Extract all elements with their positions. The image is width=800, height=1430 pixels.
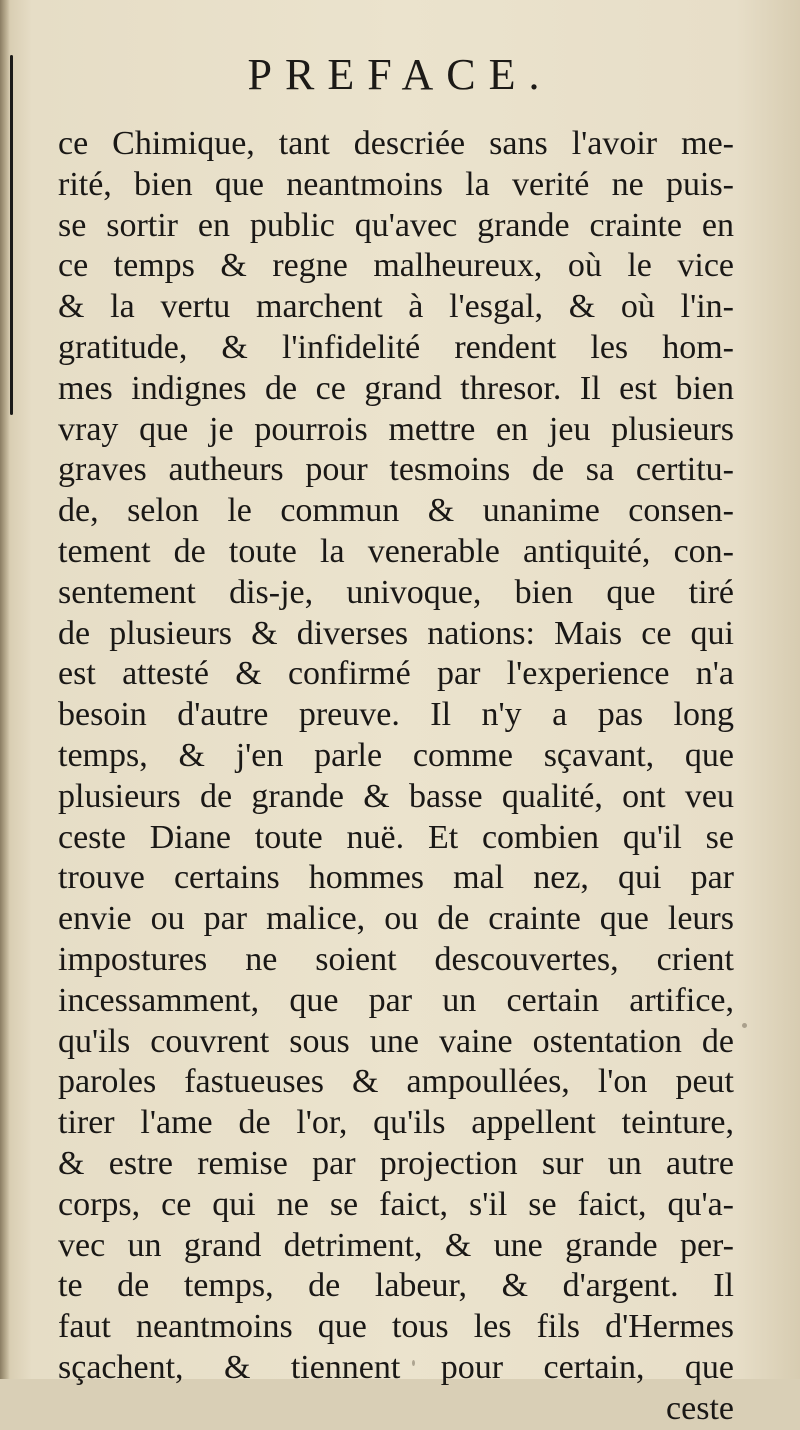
text-line: trouve certains hommes mal nez, qui par <box>58 859 734 897</box>
text-line: ce Chimique, tant descriée sans l'avoir me- <box>58 125 734 162</box>
text-line: mes indignes de ce grand thresor. Il est bien <box>58 369 734 407</box>
text-line: se sortir en public qu'avec grande crainte en <box>58 206 734 244</box>
paper-speck <box>412 1360 415 1366</box>
text-line: corps, ce qui ne se faict, s'il se faict, qu'a- <box>58 1185 734 1223</box>
text-line: ceste Diane toute nuë. Et combien qu'il se <box>58 818 734 856</box>
text-line: plusieurs de grande & basse qualité, ont veu <box>58 777 734 815</box>
text-line: impostures ne soient descouvertes, crient <box>58 940 734 978</box>
text-line: & estre remise par projection sur un autre <box>58 1144 734 1182</box>
text-line: graves autheurs pour tesmoins de sa certitu- <box>58 451 734 489</box>
text-line: tement de toute la venerable antiquité, con- <box>58 532 734 570</box>
text-line: te de temps, de labeur, & d'argent. Il <box>58 1267 734 1305</box>
text-line: paroles fastueuses & ampoullées, l'on peut <box>58 1063 734 1101</box>
page-left-edge <box>0 0 10 1379</box>
text-line: incessamment, que par un certain artifice, <box>58 981 734 1019</box>
binding-shadow <box>10 55 13 415</box>
text-line: de, selon le commun & unanime consen- <box>58 492 734 530</box>
text-line: tirer l'ame de l'or, qu'ils appellent teinture, <box>58 1104 734 1142</box>
text-line: sentement dis-je, univoque, bien que tiré <box>58 573 734 611</box>
text-line: & la vertu marchent à l'esgal, & où l'in- <box>58 288 734 326</box>
text-line: gratitude, & l'infidelité rendent les hom- <box>58 328 734 366</box>
text-line: besoin d'autre preuve. Il n'y a pas long <box>58 696 734 734</box>
text-line: rité, bien que neantmoins la verité ne puis- <box>58 165 734 203</box>
text-line: ce temps & regne malheureux, où le vice <box>58 247 734 285</box>
text-line: temps, & j'en parle comme sçavant, que <box>58 736 734 774</box>
paper-speck <box>742 1023 747 1028</box>
text-line: envie ou par malice, ou de crainte que leurs <box>58 900 734 938</box>
body-text <box>58 124 734 1430</box>
text-line: ceste <box>666 1389 734 1427</box>
text-line: qu'ils couvrent sous une vaine ostentation de <box>58 1022 734 1060</box>
text-line: vec un grand detriment, & une grande per- <box>58 1226 734 1264</box>
text-line: faut neantmoins que tous les fils d'Hermes <box>58 1308 734 1346</box>
text-line: de plusieurs & diverses nations: Mais ce qui <box>58 614 734 652</box>
text-line: sçachent, & tiennent pour certain, que <box>58 1348 734 1386</box>
running-header: PREFACE. <box>247 50 553 99</box>
text-line: est attesté & confirmé par l'experience n'a <box>58 655 734 693</box>
text-line: vray que je pourrois mettre en jeu plusieurs <box>58 410 734 448</box>
